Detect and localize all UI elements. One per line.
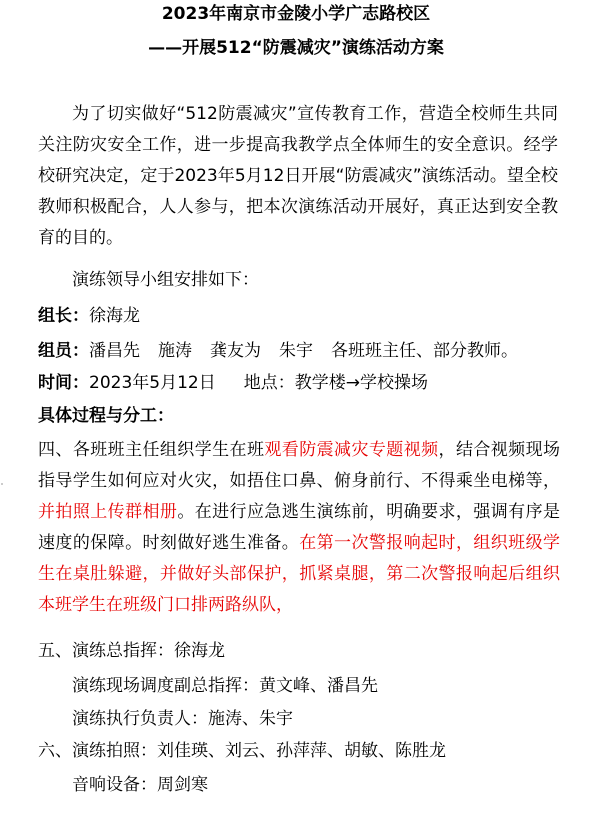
place-label: 地点： [243, 373, 295, 393]
member-name: 龚友为 [210, 341, 261, 361]
member-name: 潘昌先 [89, 341, 140, 361]
time-label: 时间： [38, 373, 89, 393]
section-four-text: ，结合视频现场指导学生如何应对火灾，如捂住口鼻、俯身前行、不得乘坐电梯等， [38, 440, 561, 491]
leader-name: 徐海龙 [89, 306, 140, 326]
leader-row [38, 306, 568, 326]
deputy-commander-line: 演练现场调度副总指挥：黄文峰、潘昌先 [72, 676, 378, 696]
members-label: 组员： [38, 341, 89, 361]
section-five-line: 五、演练总指挥：徐海龙 [38, 641, 225, 661]
time-place-row [38, 373, 568, 393]
executor-line: 演练执行负责人：施涛、朱宇 [72, 709, 293, 729]
section-four-highlight: 在第一次警报响起时，组织班级学生在桌肚躲避，并做好头部保护，抓紧桌腿，第二次警报响起后组织本班学生在班级门口排两路纵队， [38, 533, 561, 615]
document-title: 2023年南京市金陵小学广志路校区 [161, 4, 431, 24]
edge-mark [1, 483, 3, 485]
section-four-highlight: 并拍照上传群相册 [38, 502, 178, 522]
section-four-paragraph [38, 435, 560, 621]
audio-equipment-line: 音响设备：周剑寒 [72, 775, 208, 795]
document-subtitle: ——开展512“防震减灾”演练活动方案 [148, 38, 444, 58]
member-name: 施涛 [158, 341, 192, 361]
leadership-intro: 演练领导小组安排如下： [72, 270, 259, 290]
section-four-highlight: 观看防震减灾专题视频 [264, 440, 439, 460]
section-four-text: 四、各班班主任组织学生在班 [38, 440, 265, 460]
members-row [38, 341, 568, 361]
leader-label: 组长： [38, 306, 89, 326]
member-name: 朱宇 [279, 341, 313, 361]
process-heading: 具体过程与分工： [38, 406, 174, 426]
section-six-line: 六、演练拍照：刘佳瑛、刘云、孙萍萍、胡敏、陈胜龙 [38, 741, 446, 761]
place-value: 教学楼→学校操场 [294, 373, 428, 393]
member-name: 各班班主任、部分教师。 [331, 341, 518, 361]
section-four-text: 。在进行应急逃生演练前，明确要求，强调有序是速度的保障。时刻做好逃生准备。 [38, 502, 561, 553]
intro-paragraph: 为了切实做好“512防震减灾”宣传教育工作，营造全校师生共同关注防灾安全工作，进一步提高我教学点全体师生的安全意识。经学校研究决定，定于2023年5月12日开展“防震减灾”演练活动。望全校教师积极配合，人人参与，把本次演练活动开展好，真正达到安全教育的目的。 [38, 104, 558, 248]
time-value: 2023年5月12日 [89, 373, 216, 393]
